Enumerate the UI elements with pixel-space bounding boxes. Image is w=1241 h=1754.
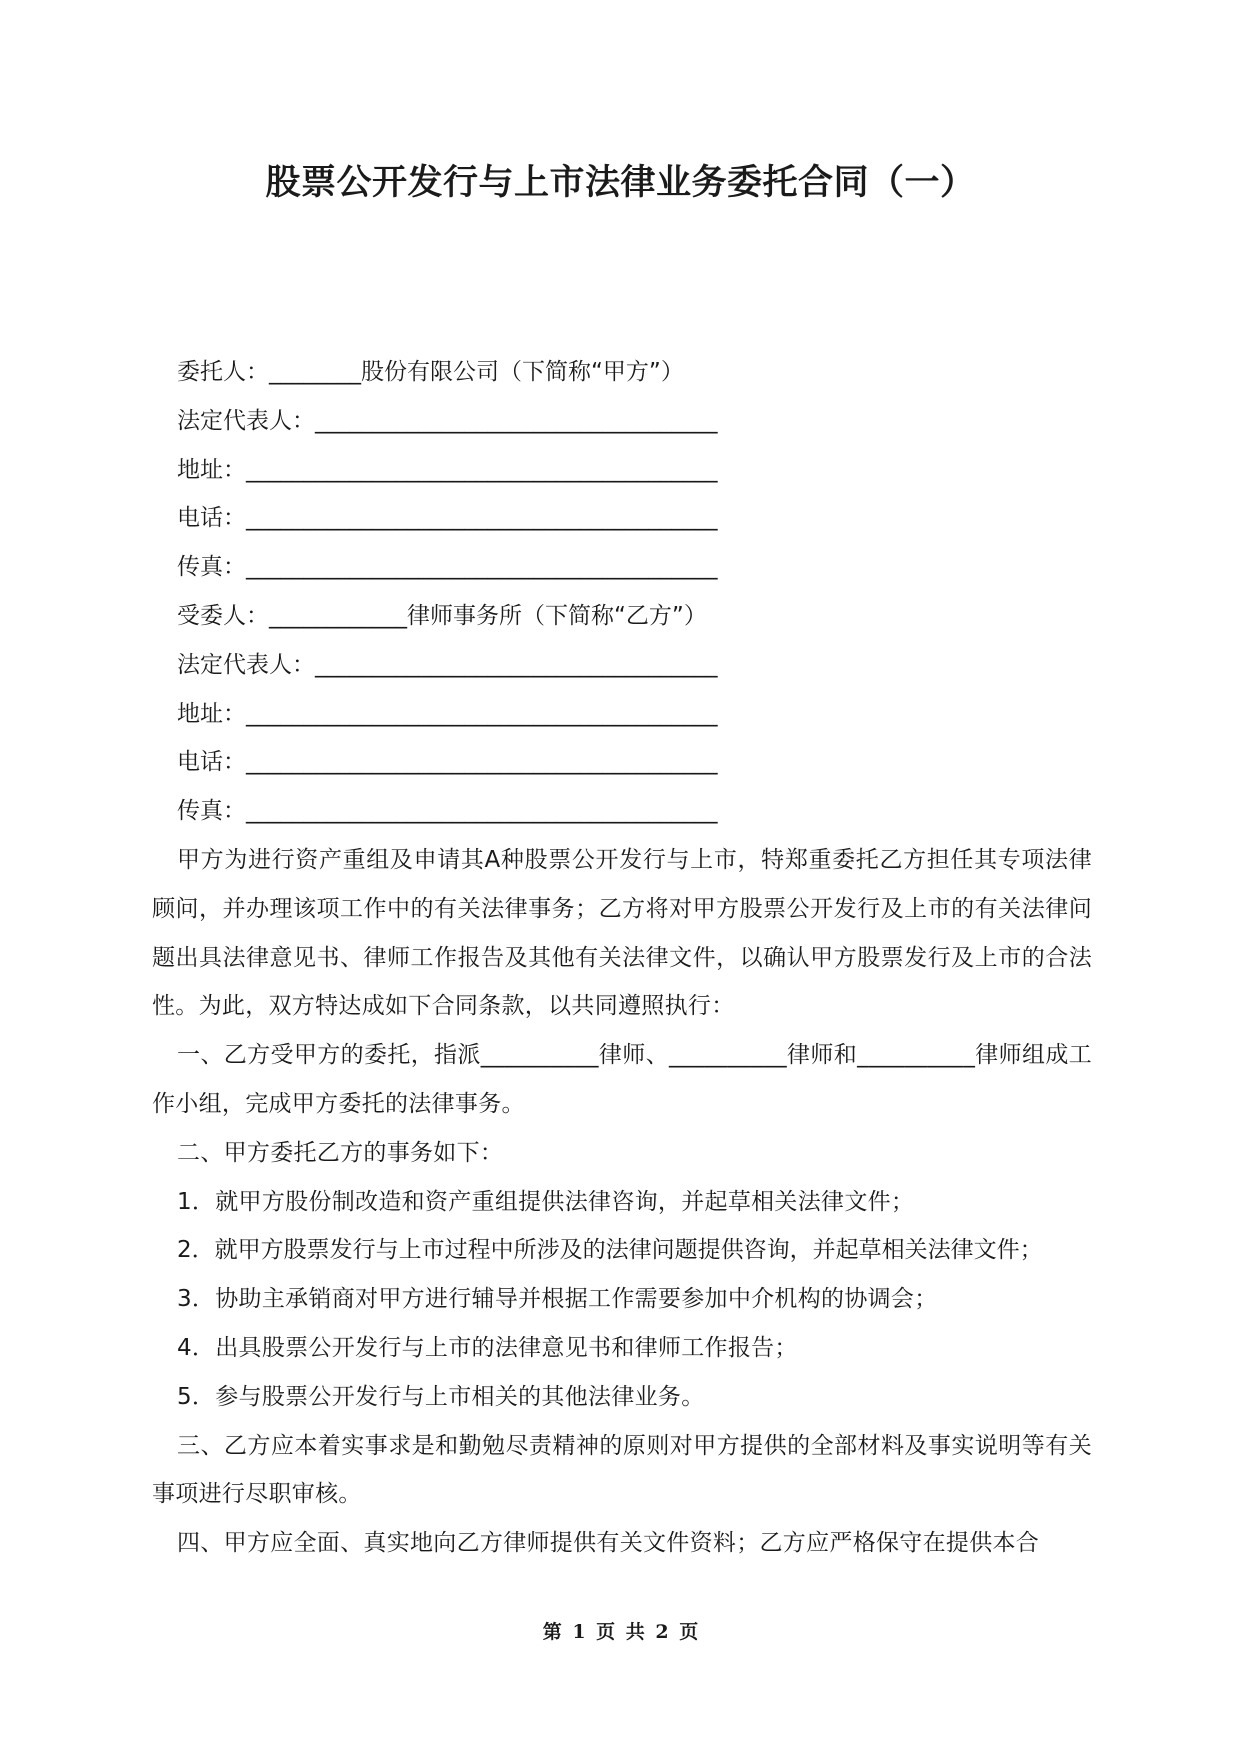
party-a-address: 地址：_________________________________________	[177, 456, 718, 483]
party-b-address: 地址：_________________________________________	[177, 700, 718, 727]
document-title: 股票公开发行与上市法律业务委托合同（一）	[265, 163, 976, 203]
clause-2-item-2: 2．就甲方股票发行与上市过程中所涉及的法律问题提供咨询，并起草相关法律文件；	[177, 1237, 1043, 1264]
party-b-trustee: 受委人：____________律师事务所（下简称“乙方”）	[177, 602, 707, 629]
party-b-fax: 传真：_________________________________________	[177, 798, 718, 825]
clause-2-item-3: 3．协助主承销商对甲方进行辅导并根据工作需要参加中介机构的协调会；	[177, 1286, 938, 1313]
party-a-phone: 电话：_________________________________________	[177, 505, 718, 532]
party-a-entrustor: 委托人：________股份有限公司（下简称“甲方”）	[177, 359, 684, 385]
page-number-footer: 第 1 页 共 2 页	[542, 1621, 699, 1643]
clause-2-item-5: 5．参与股票公开发行与上市相关的其他法律业务。	[177, 1383, 705, 1410]
clause-3-paragraph: 三、乙方应本着实事求是和勤勉尽责精神的原则对甲方提供的全部材料及事实说明等有关事项进行尽职审核。	[152, 1432, 1092, 1508]
party-b-phone: 电话：_________________________________________	[177, 749, 718, 776]
party-b-legal-rep: 法定代表人：___________________________________	[177, 651, 718, 678]
preamble-paragraph: 甲方为进行资产重组及申请其A种股票公开发行与上市，特郑重委托乙方担任其专项法律顾问，并办理该项工作中的有关法律事务；乙方将对甲方股票公开发行及上市的有关法律问题出具法律意见书、律师工作报告及其他有关法律文件，以确认甲方股票发行及上市的合法性。为此，双方特达成如下合同条款，以共同遵照执行：	[152, 846, 1092, 1020]
clause-2-item-4: 4．出具股票公开发行与上市的法律意见书和律师工作报告；	[177, 1334, 798, 1361]
clause-2-paragraph: 二、甲方委托乙方的事务如下：	[177, 1139, 504, 1166]
clause-1-paragraph: 一、乙方受甲方的委托，指派__________律师、__________律师和__________律师组成工作小组，完成甲方委托的法律事务。	[152, 1042, 1092, 1117]
document-body	[152, 348, 1092, 1568]
party-a-legal-rep: 法定代表人：___________________________________	[177, 407, 718, 434]
clause-2-item-1: 1．就甲方股份制改造和资产重组提供法律咨询，并起草相关法律文件；	[177, 1188, 915, 1215]
party-a-fax: 传真：_________________________________________	[177, 554, 718, 581]
clause-4-paragraph: 四、甲方应全面、真实地向乙方律师提供有关文件资料；乙方应严格保守在提供本合	[177, 1530, 1040, 1557]
